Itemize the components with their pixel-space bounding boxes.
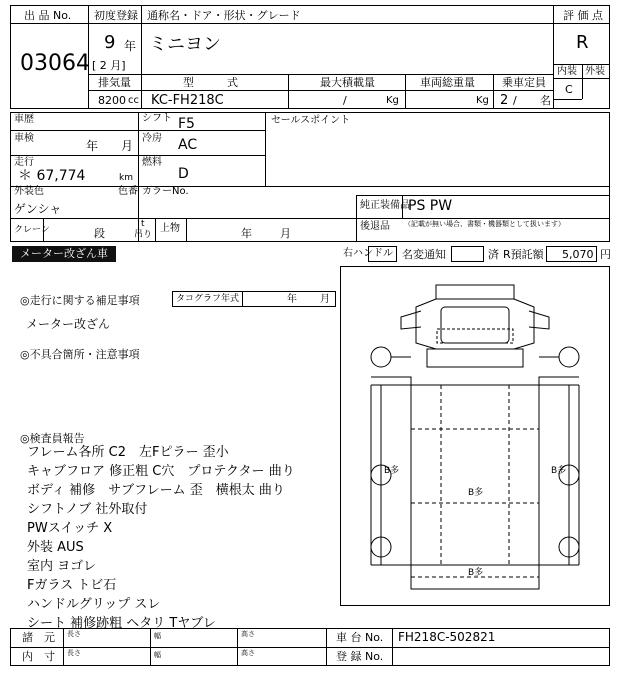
color-value: ゲンシャ [14,202,62,216]
max-load-label: 最大積載量 [320,76,375,89]
dims-label: 諸 元 [22,631,55,644]
truck-diagram [341,267,609,605]
inspector-line: キャブフロア 修正粗 C穴 プロテクター 曲り [27,464,295,479]
tachograph-label: タコグラフ年式 [176,294,240,304]
model-name: ミニヨン [149,34,221,55]
ac-value: AC [178,137,198,153]
rating-value: R [576,32,589,53]
dims-height-label: 高さ [241,630,255,638]
inner-height-label: 高さ [241,649,255,657]
color-no-label: 色番 [118,186,138,197]
inspector-line: ボディ 補修 サブフレーム 歪 横根太 曲り [27,483,285,498]
inner-length-label: 長さ [67,649,81,657]
capacity-value: 2 [500,93,509,108]
gross-weight-unit: Kg [476,95,489,106]
interior-value: C [565,83,573,96]
inspection-year-unit: 年 [86,139,99,153]
crane-label: クレーン [14,225,50,235]
displacement-unit: cc [128,95,139,106]
first-reg-month: [ 2 月] [92,59,126,72]
chassis-label: 車 台 No. [336,631,384,644]
upper-month: 月 [280,227,291,240]
tax-unit: 円 [600,248,611,261]
options-value: PS PW [408,198,453,214]
options-label: 純正装備品 [360,200,410,211]
inspector-line: シフトノブ 社外取付 [27,502,148,517]
shift-label: シフト [142,113,172,124]
inspection-month-unit: 月 [121,139,134,153]
first-reg-year: 9 [104,32,116,53]
ac-label: 冷房 [142,133,162,144]
tax-value: 5,070 [562,248,594,261]
interior-label: 内装 [557,66,577,77]
inspector-line: シート 補修跡粗 ヘタリ Tヤブレ [27,616,216,631]
inner-width-label: 幅 [154,651,161,659]
inspector-label: ◎検査員報告 [20,432,85,445]
inspector-line: PWスイッチ X [27,521,113,536]
color-no-sub: カラーNo. [142,186,189,197]
inspector-line: ハンドルグリップ スレ [27,597,161,612]
reg-label: 登 録 No. [336,650,384,663]
model-name-label: 通称名・ドア・形状・グレード [147,9,301,22]
lot-label: 出 品 No. [24,9,72,22]
type-value: KC-FH218C [151,93,224,108]
damage-mark-rear: B多 [468,568,484,578]
max-load-unit: Kg [386,95,399,106]
dims-length-label: 長さ [67,630,81,638]
chassis-value: FH218C-502821 [398,630,496,644]
crane-lift: 吊り [134,230,153,240]
crane-ton: t [141,219,145,229]
aftermarket-label: 後退品 [360,221,390,232]
fuel-label: 燃料 [142,157,162,168]
run-note: メーター改ざん [26,317,111,331]
right-handle-label: 右ハンドル [343,248,393,259]
dims-width-label: 幅 [154,632,161,640]
capacity-label: 乗車定員 [502,76,546,89]
meter-banner [12,246,116,262]
aftermarket-note: （記載が無い場合、書類・機器類として扱います） [404,220,565,228]
damage-mark-left: B多 [384,466,400,476]
fuel-value: D [178,166,189,182]
inspector-line: 外装 AUS [27,540,84,555]
mileage-label: 走行 [14,157,34,168]
inspector-line: 室内 ヨゴレ [27,559,97,574]
capacity-sep: / [513,94,517,107]
sales-point-label: セールスポイント [271,115,351,126]
defects-label: ◎不具合箇所・注意事項 [20,348,140,361]
run-notes-label: ◎走行に関する補足事項 [20,294,140,307]
gross-weight-label: 車両総重量 [420,76,475,89]
first-reg-label: 初度登録 [94,9,138,22]
inspector-line: フレーム各所 C2 左Fピラー 歪小 [27,445,229,460]
type-label: 型 式 [183,76,238,89]
crane-stage: 段 [94,227,105,240]
meter-banner-text: メーター改ざん車 [20,247,108,260]
tacho-month: 月 [320,294,330,305]
mileage-value: ＊ 67,774 [18,168,86,184]
damage-diagram-frame [340,266,610,606]
lot-number: 03064 [20,51,90,76]
mileage-unit: km [119,173,133,183]
max-load-sep: / [343,94,347,107]
tax-prefix: 済 [488,248,499,261]
displacement-label: 排気量 [98,76,131,89]
upper-year: 年 [241,227,252,240]
exterior-label: 外装 [585,66,605,77]
first-reg-year-unit: 年 [124,39,137,53]
name-change-label: 名変通知 [402,248,446,261]
name-change-box [451,246,484,262]
inner-label: 内 寸 [22,650,55,663]
inspection-label: 車検 [14,133,34,144]
color-label: 外装色 [14,186,44,197]
tax-label: R預託額 [503,248,544,261]
shift-value: F5 [178,116,195,132]
inspector-line: Fガラス トビ石 [27,578,117,593]
tacho-year: 年 [287,294,297,305]
upper-label: 上物 [160,223,180,234]
capacity-unit: 名 [540,94,551,107]
displacement-value: 8200 [98,94,126,107]
damage-mark-right: B多 [551,466,567,476]
damage-mark-center: B多 [468,488,484,498]
rating-label: 評 価 点 [563,9,603,22]
history-label: 車歴 [14,114,34,125]
